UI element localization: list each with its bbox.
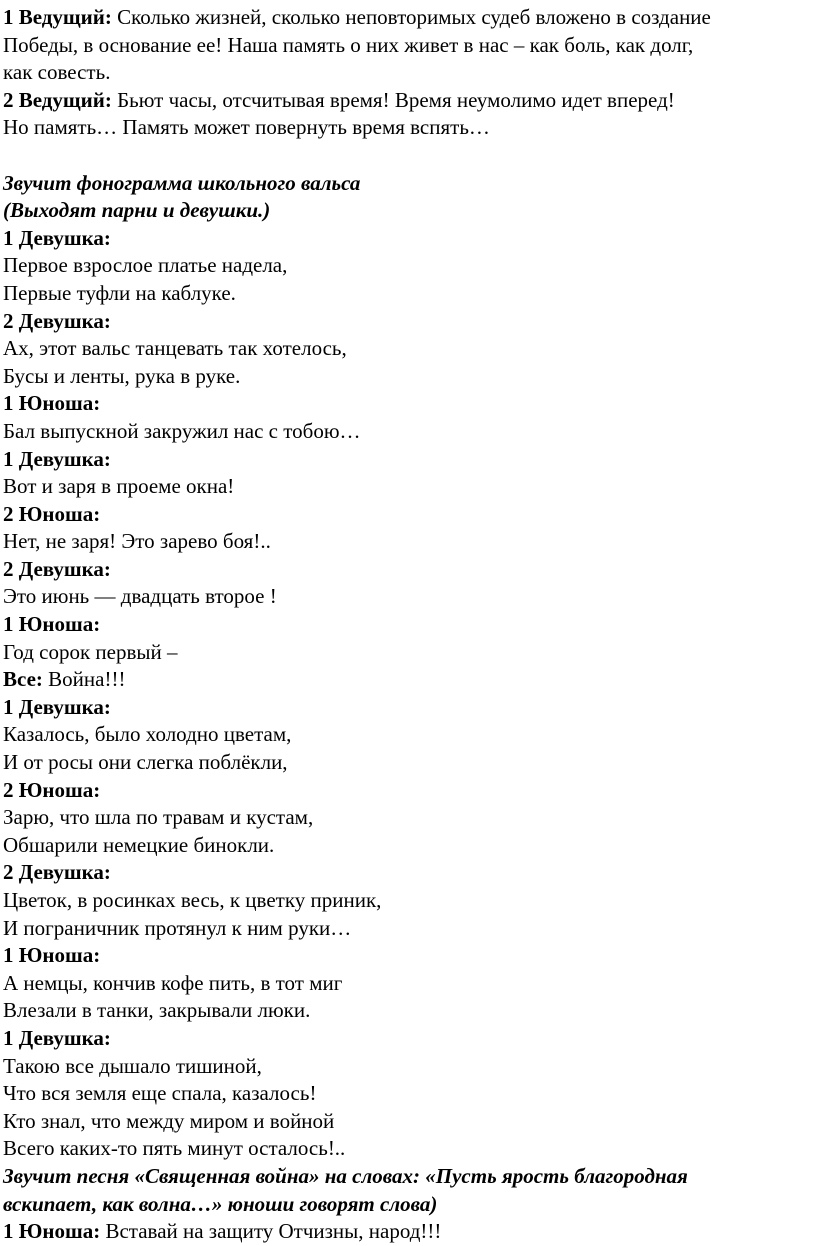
text-line: И от росы они слегка поблёкли, — [3, 750, 288, 775]
speaker-label: 2 Юноша: — [3, 501, 101, 526]
speaker-label: 2 Девушка: — [3, 860, 111, 885]
speech-text: Бьют часы, отсчитывая время! Время неумолимо идет вперед! — [111, 87, 675, 112]
text-line: Но память… Память может повернуть время вспять… — [3, 115, 490, 140]
speaker-label: 1 Юноша: — [3, 391, 101, 416]
text-line: Нет, не заря! Это зарево боя!.. — [3, 529, 271, 554]
speaker-label: 2 Девушка: — [3, 308, 111, 333]
text-line: Всего каких-то пять минут осталось!.. — [3, 1136, 346, 1161]
text-line: Вот и заря в проеме окна! — [3, 474, 235, 499]
text-line: как совесть. — [3, 60, 111, 85]
text-line: Ах, этот вальс танцевать так хотелось, — [3, 336, 347, 361]
speech-text: Война!!! — [42, 667, 126, 692]
speech-text: Вставай на защиту Отчизны, народ!!! — [100, 1219, 442, 1244]
speaker-label: 1 Девушка: — [3, 225, 111, 250]
text-line: Цветок, в росинках весь, к цветку приник, — [3, 888, 382, 912]
text-line: Год сорок первый – — [3, 639, 178, 664]
text-line: А немцы, кончив кофе пить, в тот миг — [3, 970, 343, 995]
text-line: Кто знал, что между миром и войной — [3, 1108, 335, 1133]
text-line: Первые туфли на каблуке. — [3, 280, 236, 305]
text-line: Что вся земля еще спала, казалось! — [3, 1081, 317, 1106]
speaker-line — [3, 87, 816, 115]
speaker-label: 1 Юноша: — [3, 1219, 101, 1244]
text-line: Обшарили немецкие бинокли. — [3, 832, 275, 857]
speaker-label: 2 Юноша: — [3, 777, 101, 802]
speaker-label: 1 Юноша: — [3, 612, 101, 637]
blank-line — [3, 142, 816, 170]
speaker-label: 2 Ведущий: — [3, 87, 112, 112]
speaker-label: 1 Юноша: — [3, 943, 101, 968]
speaker-label: 1 Девушка: — [3, 694, 111, 719]
text-line: Влезали в танки, закрывали люки. — [3, 998, 311, 1023]
text-line: Бал выпускной закружил нас с тобою… — [3, 418, 361, 443]
text-line: Это июнь — двадцать второе ! — [3, 584, 277, 609]
text-line: И пограничник протянул к ним руки… — [3, 915, 352, 940]
text-line: Такою все дышало тишиной, — [3, 1053, 262, 1078]
text-line: Зарю, что шла по травам и кустам, — [3, 805, 314, 830]
speaker-line — [3, 666, 816, 694]
speaker-label: 1 Девушка: — [3, 1025, 111, 1050]
speaker-label: 1 Девушка: — [3, 446, 111, 471]
stage-direction: вскипает, как волна…» юноши говорят слова) — [3, 1191, 438, 1216]
speech-text: Сколько жизней, сколько неповторимых судеб вложено в создание — [111, 5, 711, 29]
text-line: Бусы и ленты, рука в руке. — [3, 363, 241, 388]
speaker-line — [3, 4, 816, 32]
stage-direction: Звучит фонограмма школьного вальса — [3, 170, 361, 195]
text-line: Казалось, было холодно цветам, — [3, 722, 292, 747]
stage-direction: (Выходят парни и девушки.) — [3, 198, 271, 223]
speaker-label: 1 Ведущий: — [3, 5, 112, 29]
text-line: Победы, в основание ее! Наша память о них живет в нас – как боль, как долг, — [3, 32, 694, 57]
stage-direction: Звучит песня «Священная война» на словах: «Пусть ярость благородная — [3, 1163, 688, 1188]
speaker-label: 2 Девушка: — [3, 556, 111, 581]
text-line: Первое взрослое платье надела, — [3, 253, 288, 278]
speaker-label: Все: — [3, 667, 43, 692]
